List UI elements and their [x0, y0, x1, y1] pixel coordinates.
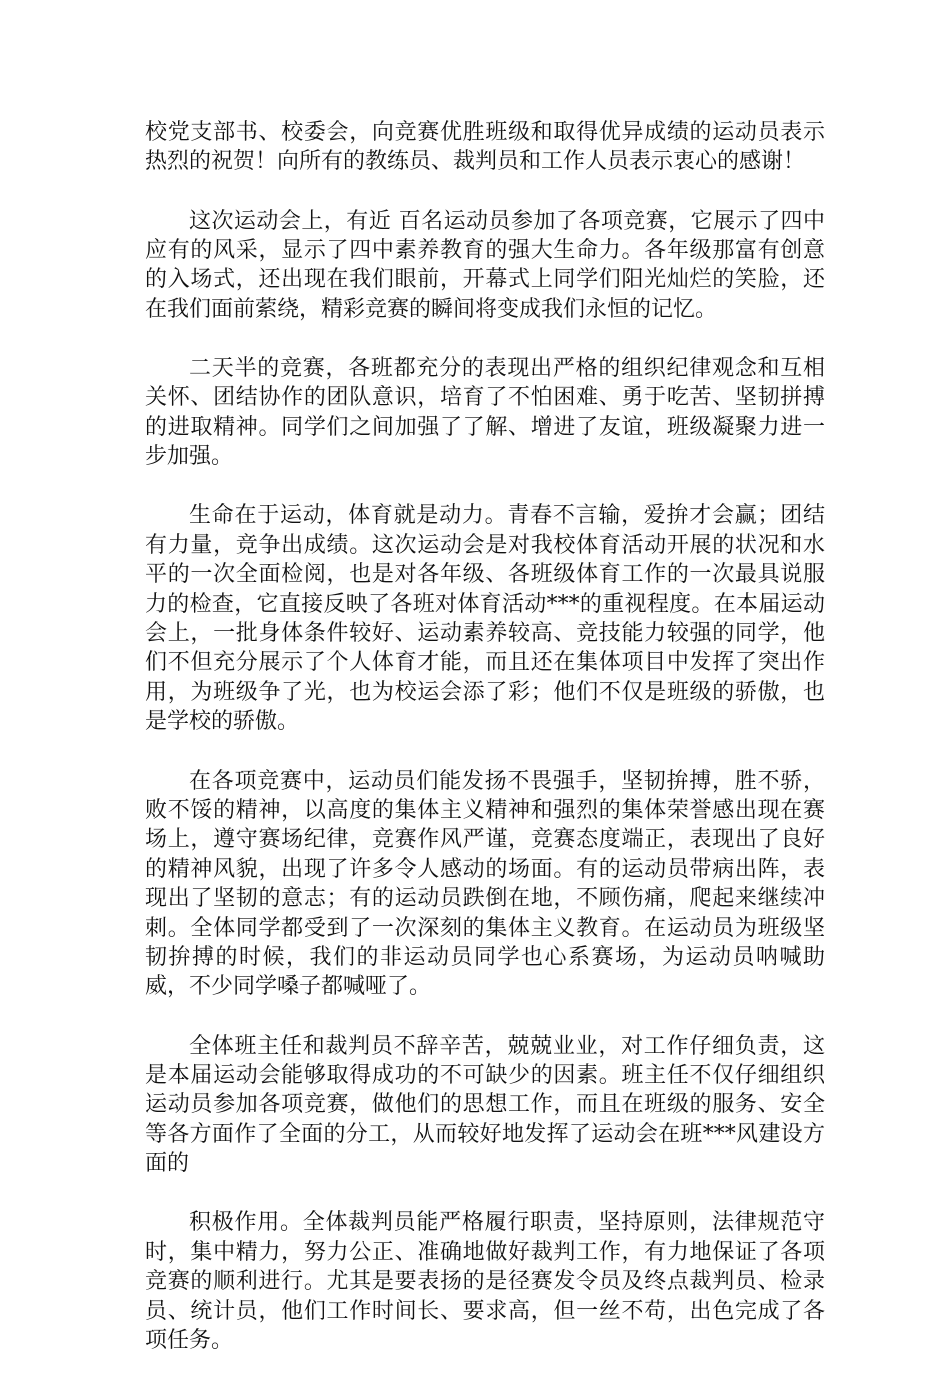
paragraph-2: 这次运动会上，有近 百名运动员参加了各项竞赛，它展示了四中应有的风采，显示了四中素养教育的强大生命力。各年级那富有创意的入场式，还出现在我们眼前，开幕式上同学们阳光灿烂的笑脸，还在我们面前萦绕，精彩竞赛的瞬间将变成我们永恒的记忆。	[145, 208, 825, 322]
paragraph-6: 全体班主任和裁判员不辞辛苦，兢兢业业，对工作仔细负责，这是本届运动会能够取得成功的不可缺少的因素。班主任不仅仔细组织运动员参加各项竞赛，做他们的思想工作，而且在班级的服务、安全等各方面作了全面的分工，从而较好地发挥了运动会在班***风建设方面的	[145, 1033, 825, 1177]
paragraph-4: 生命在于运动，体育就是动力。青春不言输，爱拚才会赢；团结有力量，竞争出成绩。这次运动会是对我校体育活动开展的状况和水平的一次全面检阅，也是对各年级、各班级体育工作的一次最具说服力的检查，它直接反映了各班对体育活动***的重视程度。在本届运动会上，一批身体条件较好、运动素养较高、竞技能力较强的同学，他们不但充分展示了个人体育才能，而且还在集体项目中发挥了突出作用，为班级争了光，也为校运会添了彩；他们不仅是班级的骄傲，也是学校的骄傲。	[145, 503, 825, 735]
document-body	[145, 118, 825, 1385]
paragraph-5: 在各项竞赛中，运动员们能发扬不畏强手，坚韧拚搏，胜不骄，败不馁的精神，以高度的集体主义精神和强烈的集体荣誉感出现在赛场上，遵守赛场纪律，竞赛作风严谨，竞赛态度端正，表现出了良好的精神风貌，出现了许多令人感动的场面。有的运动员带病出阵，表现出了坚韧的意志；有的运动员跌倒在地，不顾伤痛，爬起来继续冲刺。全体同学都受到了一次深刻的集体主义教育。在运动员为班级坚韧拚搏的时候，我们的非运动员同学也心系赛场，为运动员呐喊助威，不少同学嗓子都喊哑了。	[145, 768, 825, 1000]
paragraph-7: 积极作用。全体裁判员能严格履行职责，坚持原则，法律规范守时，集中精力，努力公正、准确地做好裁判工作，有力地保证了各项竞赛的顺利进行。尤其是要表扬的是径赛发令员及终点裁判员、检录员、统计员，他们工作时间长、要求高，但一丝不苟，出色完成了各项任务。	[145, 1210, 825, 1353]
paragraph-3: 二天半的竞赛，各班都充分的表现出严格的组织纪律观念和互相关怀、团结协作的团队意识，培育了不怕困难、勇于吃苦、坚韧拼搏的进取精神。同学们之间加强了了解、增进了友谊，班级凝聚力进一步加强。	[145, 356, 825, 470]
paragraph-1: 校党支部书、校委会，向竞赛优胜班级和取得优异成绩的运动员表示热烈的祝贺！向所有的教练员、裁判员和工作人员表示衷心的感谢！	[145, 120, 825, 175]
